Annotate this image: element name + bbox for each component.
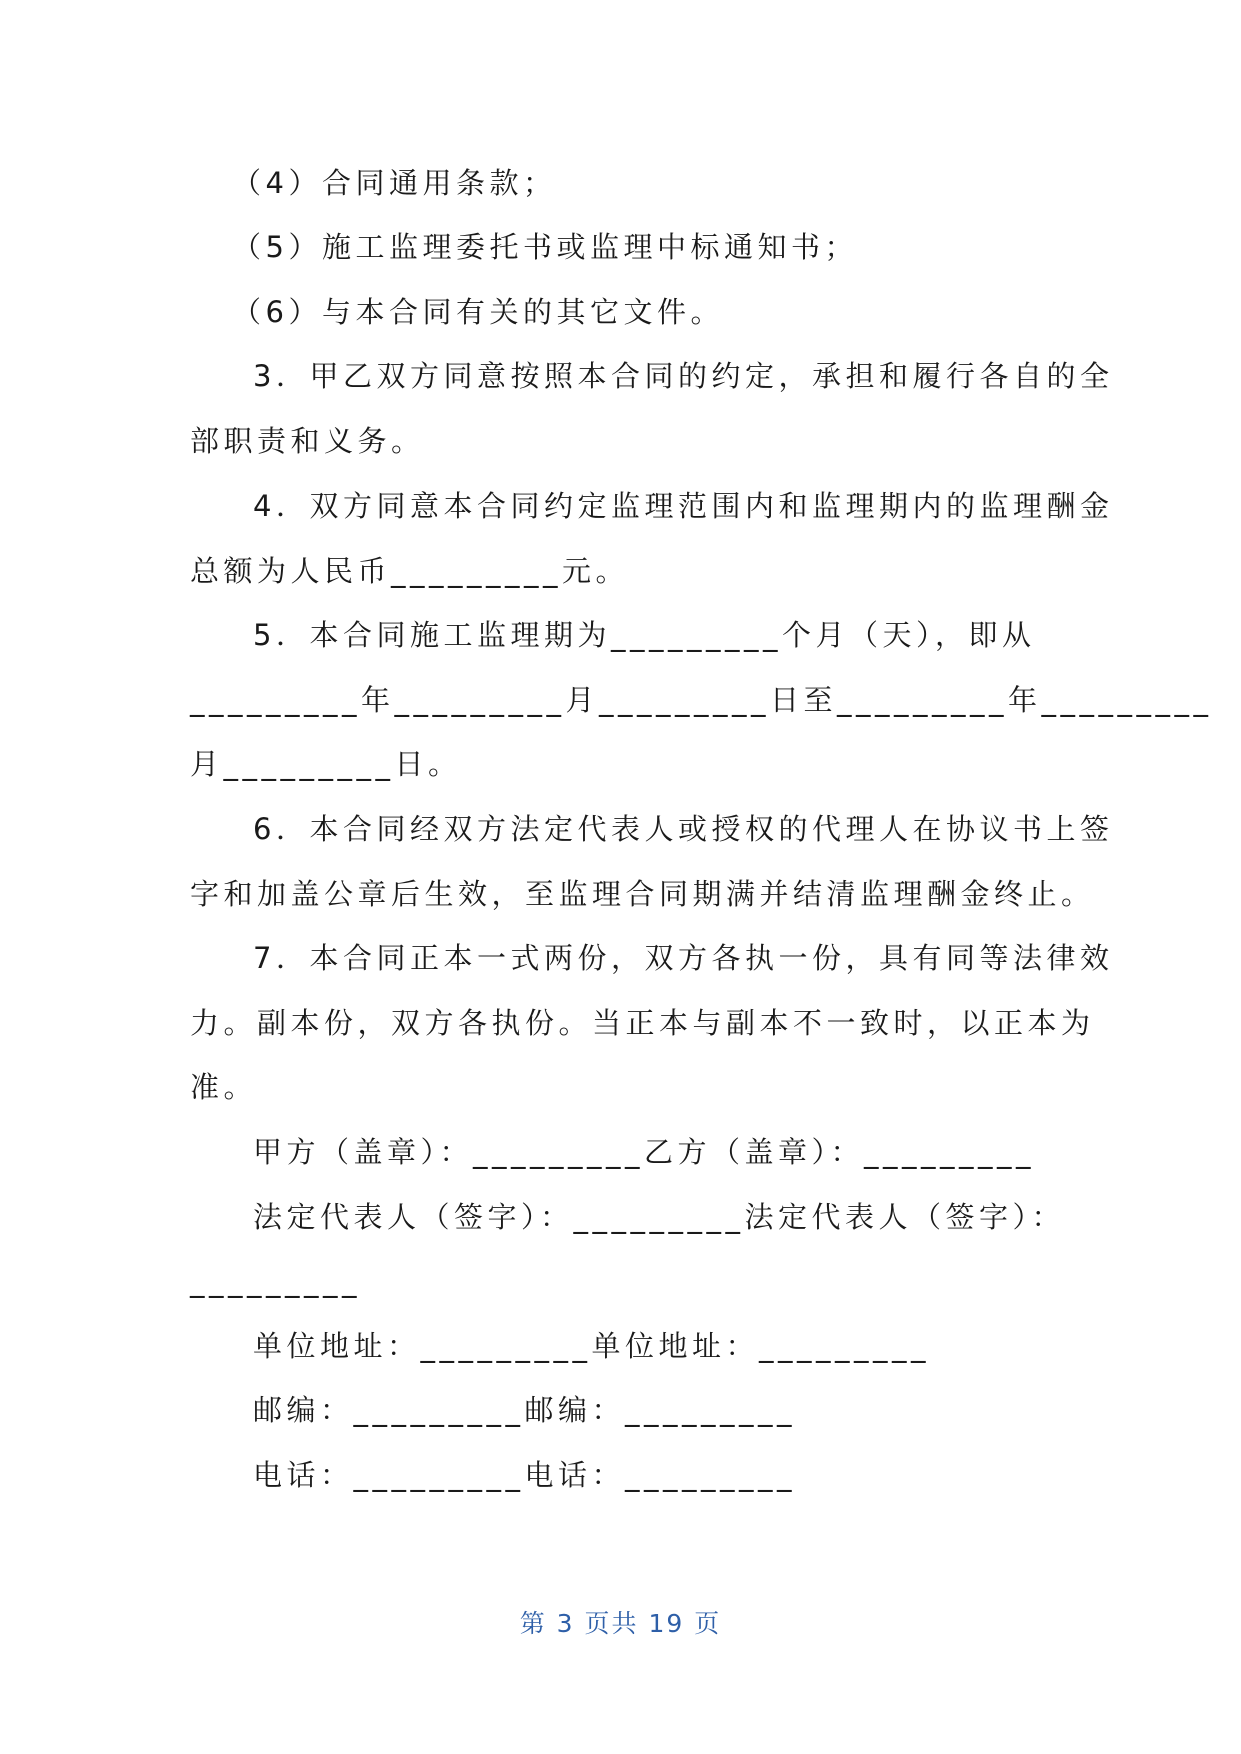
page-number-footer: 第 3 页共 19 页 xyxy=(519,1609,722,1638)
text-line: （4）合同通用条款； xyxy=(232,166,557,200)
postcode-line: 邮编：_________邮编：_________ xyxy=(253,1393,797,1427)
text-line: 3．甲乙双方同意按照本合同的约定，承担和履行各自的全 xyxy=(253,359,1114,393)
text-line: 7．本合同正本一式两份，双方各执一份，具有同等法律效 xyxy=(253,941,1114,975)
signature-line: 甲方（盖章）：_________乙方（盖章）：_________ xyxy=(253,1135,1036,1169)
text-line: 字和加盖公章后生效，至监理合同期满并结清监理酬金终止。 xyxy=(190,877,1095,911)
signature-line: 法定代表人（签字）：_________法定代表人（签字）： xyxy=(253,1200,1066,1234)
text-line: 部职责和义务。 xyxy=(190,424,425,458)
text-line: （6）与本合同有关的其它文件。 xyxy=(232,295,724,329)
text-line: 总额为人民币_________元。 xyxy=(190,554,630,588)
text-line: 6．本合同经双方法定代表人或授权的代理人在协议书上签 xyxy=(253,812,1114,846)
text-line: 月_________日。 xyxy=(190,747,462,781)
phone-line: 电话：_________电话：_________ xyxy=(253,1458,797,1492)
text-line: 5．本合同施工监理期为_________个月（天），即从 xyxy=(253,618,1036,652)
text-line: 力。副本份，双方各执份。当正本与副本不一致时，以正本为 xyxy=(190,1006,1095,1040)
text-line: （5）施工监理委托书或监理中标通知书； xyxy=(232,230,858,264)
text-line: 4．双方同意本合同约定监理范围内和监理期内的监理酬金 xyxy=(253,489,1114,523)
text-line: 准。 xyxy=(190,1070,258,1104)
address-line: 单位地址：_________单位地址：_________ xyxy=(253,1329,931,1363)
signature-line: _________ xyxy=(190,1264,361,1298)
text-line: _________年_________月_________日至_________年_________ xyxy=(190,683,1213,717)
